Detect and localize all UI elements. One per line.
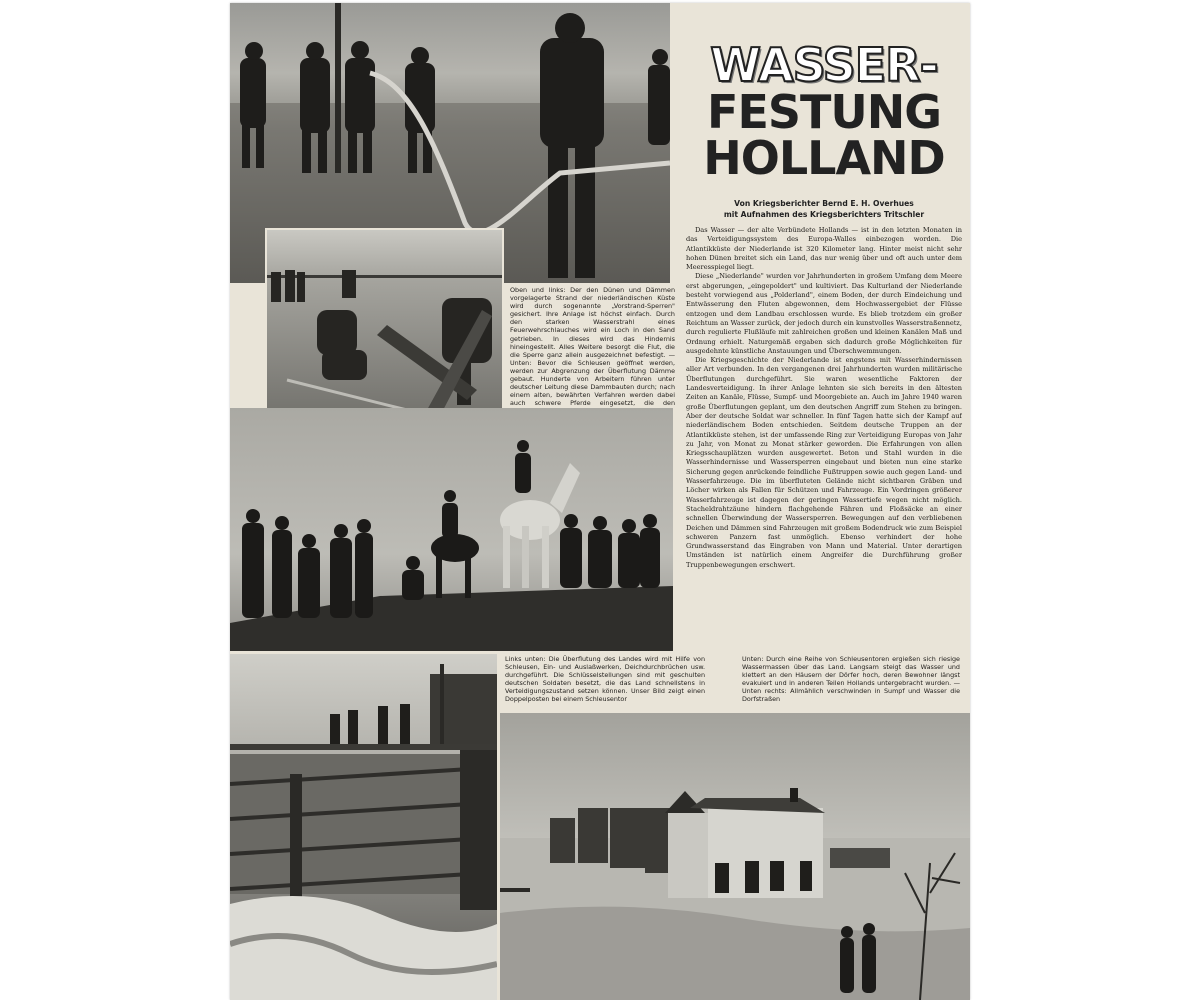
article-paragraph: Die Kriegsgeschichte der Niederlande ist engstens mit Wasserhindernissen aller Art verbunden. In den vergangenen drei Jahrhunderten wurden militärische Überflutungen durchgeführt. Sie waren wesentliche Faktoren der Landesverteidigung. In ihrer Anlage lehnten sie sich bereits in den ältesten Zeiten an Kanäle, Flüsse, Sumpf- und Moorgebiete an. Auch im Jahre 1940 waren große Überflutungen geplant, um den deutschen Angriff zum Stehen zu bringen. Aber der deutsche Soldat war schneller. In fünf Tagen hatte sich der Kampf auf niederländischem Boden entschieden. Seitdem deutsche Truppen an der Atlantikküste stehen, ist der umfassende Ring zur Verteidigung Europas von Jahr zu Jahr, von Monat zu Monat stärker geworden. Die Erfahrungen von allen Kriegsschauplätzen wurden ausgewertet. Beton und Stahl wurden in die Wasserhindernisse und Wassersperren eingebaut und bieten nun eine starke Sicherung gegen anrückende feindliche Fußtruppen sowie auch gegen Land- und Wasserfahrzeuge. Die im überfluteten Gelände nicht sichtbaren Gräben und Löcher wirken als Fallen für Schützen und Fahrzeuge. Ein Vordringen größerer Wasserfahrzeuge ist dagegen der geringen Wassertiefe wegen nicht möglich. Stacheldrahtzäune hindern flachgehende Fähren und Floßsäcke an einer schnellen Überwindung der Wassersperren. Bewegungen auf den verbliebenen Deichen und Dämmen sind Fahrzeugen mit großem Bodendruck wie zum Beispiel schweren Panzern fast unmöglich. Ebenso verhindert der hohe Grundwasserstand das Eingraben von Mann und Material. Unter derartigen Umständen ist natürlich einem Angreifer die Durchführung großer Truppenbewegungen erschwert.	[686, 356, 962, 569]
article-paragraph: Das Wasser — der alte Verbündete Hollands — ist in den letzten Monaten in das Verteidigungssystem des Europa-Walles einbezogen worden. Die Atlantikküste der Niederlande ist 320 Kilometer lang. Hinter meist nicht sehr hohen Dünen breitet sich ein Land, das nur wenig über und oft auch unter dem Meeresspiegel liegt.	[686, 226, 962, 272]
title-line-1: WASSER-	[710, 38, 938, 92]
byline	[688, 198, 960, 220]
article-body	[686, 226, 962, 628]
caption-sluice-guards: Links unten: Die Überflutung des Landes wird mit Hilfe von Schleusen, Ein- und Auslaßwerken, Deichdurchbrüchen usw. durchgeführt. Die Schlüsselstellungen sind mit geschulten deutschen Soldaten besetzt, die das Land schnellstens in Verteidigungszustand setzen können. Unser Bild zeigt einen Doppelposten bei einem Schleusentor	[505, 655, 705, 704]
title-line-3: HOLLAND	[703, 131, 945, 185]
photo-beach-obstacle	[267, 230, 502, 428]
magazine-page	[230, 3, 970, 1000]
photo-dam-building-horses	[230, 408, 673, 651]
caption-beach-barriers: Oben und links: Der den Dünen und Dämmen vorgelagerte Strand der niederländischen Küste wird durch sogenannte „Vorstrand-Sperren" gesichert. Ihre Anlage ist höchst einfach. Durch den starken Wasserstrahl eines Feuerwehrschlauches wird ein Loch in den Sand getrieben. In dieses wird das Hindernis hineingestellt. Alles Weitere besorgt die Flut, die die Sperre ganz allein ausgezeichnet befestigt. — Unten: Bevor die Schleusen geöffnet werden, werden zur Abgrenzung der Überflutung Dämme gebaut. Hunderte von Arbeitern führen unter deutscher Leitung diese Dammbauten durch; nach einem alten, bewährten Verfahren werden dabei auch schwere Pferde eingesetzt, die den	[510, 286, 675, 408]
photo-sluice-gate	[230, 654, 497, 1000]
byline-author: Von Kriegsberichter Bernd E. H. Overhues	[734, 199, 914, 208]
photo-flooded-village	[500, 713, 970, 1000]
byline-photographer: mit Aufnahmen des Kriegsberichters Tritschler	[723, 210, 925, 219]
title-line-2: FESTUNG	[707, 85, 941, 139]
article-paragraph: Diese „Niederlande" wurden vor Jahrhunderten in großem Umfang dem Meere erst abgerungen, „eingepoldert" und kultiviert. Das Kulturland der Niederlande besteht vorwiegend aus „Polderland", einem Boden, der durch Eindeichung und Entwässerung den Fluten abgewonnen, dem Hochwassergebiet der Flüsse entzogen und dem Landbau erschlossen wurde. Es blieb trotzdem ein großer Reichtum an Wasser zurück, der jedoch durch ein kunstvolles Wasserstraßennetz, durch regulierte Flußläufe mit zahlreichen großen und kleinen Kanälen Maß und Ordnung erhielt. Naturgemäß ergaben sich dadurch große Möglichkeiten für ausgedehnte künstliche Anstauungen und Überschwemmungen.	[686, 272, 962, 355]
caption-flooded-villages: Unten: Durch eine Reihe von Schleusentoren ergießen sich riesige Wassermassen über das Land. Langsam steigt das Wasser und klettert an den Häusern der Dörfer hoch, deren Bewohner längst evakuiert und in anderen Teilen Hollands untergebracht wurden. — Unten rechts: Allmählich verschwinden in Sumpf und Wasser die Dorfstraßen	[742, 655, 960, 704]
article-title	[688, 38, 960, 185]
